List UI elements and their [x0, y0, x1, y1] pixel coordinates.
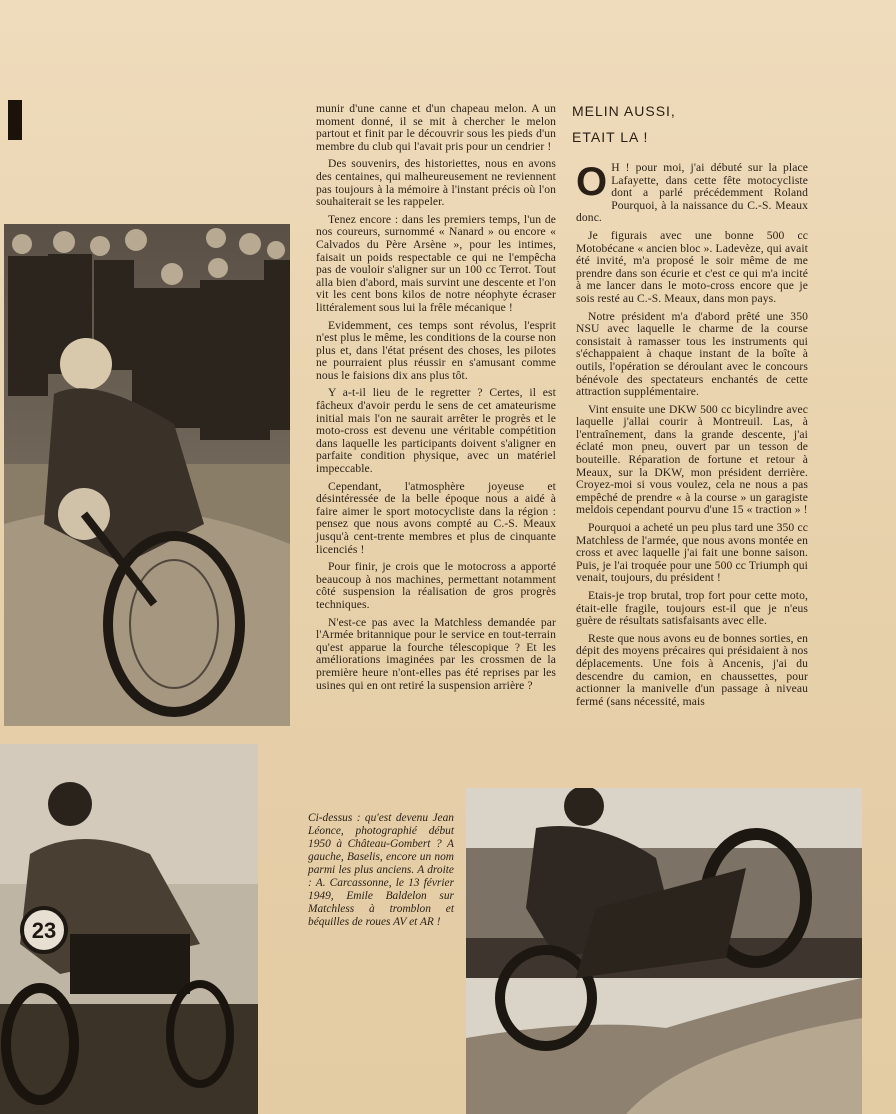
photo-baldelon [466, 788, 862, 1114]
photo-jean-leonce [4, 224, 290, 726]
paragraph: Pour finir, je crois que le motocross a apporté beaucoup à nos machines, permettant notamment côté suspension la réalisation de gros progrès techniques. [316, 560, 556, 611]
race-number-plate: 23 [31, 918, 57, 943]
paragraph: Reste que nous avons eu de bonnes sorties, en dépit des moyens précaires qui présidaient à nos déplacements. Une fois à Ancenis, j'ai du descendre du camion, en chaussettes, pour actionner la manivelle d'un passage à niveau fermé (sans nécessité, mais [576, 631, 808, 708]
section-marker [8, 100, 22, 140]
paragraph: munir d'une canne et d'un chapeau melon. A un moment donné, il se mit à chercher le melon partout et finit par le découvrir sous les pieds d'un membre du club qui l'avait pris pour un cendrier ! [316, 102, 556, 153]
article-right-column [576, 162, 808, 713]
heading-line-2: ETAIT LA ! [572, 129, 649, 145]
paragraph: Je figurais avec une bonne 500 cc Motobécane « ancien bloc ». Ladevèze, qui avait été invité, m'a proposé le soir même de me prendre dans son écurie et c'est ce qui m'a incité à me lancer dans le moto-cross encore que je sois resté au C.-S. Meaux, dans mon pays. [576, 228, 808, 305]
dropcap: O [576, 160, 608, 204]
paragraph: Des souvenirs, des historiettes, nous en avons des centaines, qui malheureusement ne reviennent pas toujours à la mémoire à l'instant précis où l'on souhaiterait se les rappeler. [316, 157, 556, 209]
paragraph: Etais-je trop brutal, trop fort pour cette moto, était-elle fragile, toujours est-il que je n'eus guère de résultats satisfaisants avec elle. [576, 589, 808, 628]
paragraph: Notre président m'a d'abord prêté une 350 NSU avec laquelle le charme de la course consistait à ramasser tous les instruments qui s'échappaient à chaque instant de la boîte à outils, l'opération se déroulant avec le concours bénévole des spectateurs enchantés de cette attraction supplémentaire. [576, 309, 808, 399]
paragraph: N'est-ce pas avec la Matchless demandée par l'Armée britannique pour le service en tout-terrain qu'est apparue la fourche télescopique ? Et les améliorations imaginées par les crossmen de la première heure n'ont-elles pas été reprises par les usines qui en ont retiré la suspension arrière ? [316, 615, 556, 692]
paragraph-with-dropcap [576, 162, 808, 225]
article-middle-column [316, 103, 556, 697]
paragraph: Evidemment, ces temps sont révolus, l'esprit n'est plus le même, les conditions de la course non plus et, dans l'état présent des choses, les pilotes ne pourraient plus réussir en s'amusant comme nous le faisions dix ans plus tôt. [316, 318, 556, 382]
photo-baselis [0, 744, 258, 1114]
paragraph: Y a-t-il lieu de le regretter ? Certes, il est fâcheux d'avoir perdu le sens de cet amateurisme initial mais l'on ne saurait arrêter le progrès et le moto-cross est devenu une véritable compétition dans laquelle les participants doivent s'aligner en parfaite condition physique, avec un matériel impeccable. [316, 386, 556, 476]
paragraph: Pourquoi a acheté un peu plus tard une 350 cc Matchless de l'armée, que nous avons montée en cross et avec laquelle j'ai fait une bonne saison. Puis, je l'ai troquée pour une 500 cc Triumph qui venait, toujours, du président ! [576, 521, 808, 585]
paragraph: Vint ensuite une DKW 500 cc bicylindre avec laquelle j'allai courir à Montreuil. Las, à l'entraînement, dans la grande descente, j'ai éclaté mon pneu, ouvert par un tesson de bouteille. Réparation de fortune et retour à Meaux, sur la DKW, mon président derrière. Croyez-moi si vous voulez, cela ne nous a pas empêché de prendre « à la course » un garagiste meldois cependant pourvu d'une 15 « traction » ! [576, 402, 808, 517]
paragraph: Cependant, l'atmosphère joyeuse et désintéressée de la belle époque nous a aidé à faire aimer le sport motocycliste dans la région : pensez que nous avons compté au C.-S. Meaux jusqu'à cent-trente membres et plus de cinquante licenciés ! [316, 479, 556, 556]
section-heading [572, 98, 676, 150]
photo-caption: Ci-dessus : qu'est devenu Jean Léonce, photographié début 1950 à Château-Gombert ? A gauche, Baselis, encore un nom parmi les plus anciens. A droite : A. Carcassonne, le 13 février 1949, Emile Baldelon sur Matchless à tromblon et béquilles de roues AV et AR ! [308, 812, 454, 928]
paragraph: Tenez encore : dans les premiers temps, l'un de nos coureurs, surnommé « Nanard » ou encore « Calvados du Père Arsène », pour les intimes, faisait un poids respectable ce qui ne l'empêcha pas de vouloir s'aligner sur un 100 cc Terrot. Tout alla bien d'abord, mais survint une descente et l'on vit les cent bons kilos de notre néophyte écraser littéralement sous lui la frêle mécanique ! [316, 212, 556, 314]
paragraph-text: H ! pour moi, j'ai débuté sur la place Lafayette, dans cette fête motocycliste dont a parlé précédemment Roland Pourquoi, à la naissance du C.-S. Meaux donc. [576, 161, 808, 225]
heading-line-1: MELIN AUSSI, [572, 103, 676, 119]
